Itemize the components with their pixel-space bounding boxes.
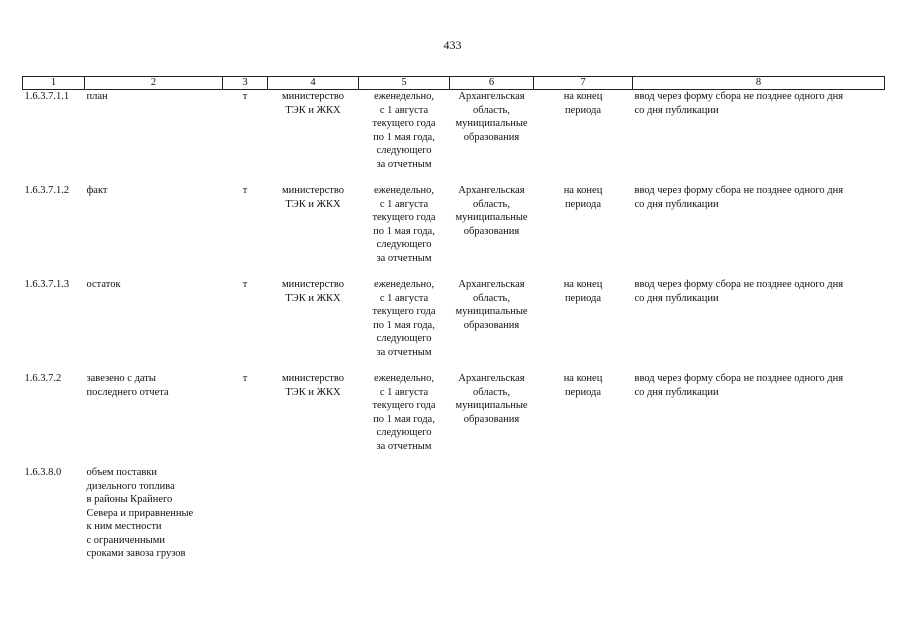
column-number-row: [23, 77, 885, 90]
reporting-period: на конец периода: [563, 279, 603, 304]
indicator-code: 1.6.3.7.1.3: [24, 279, 70, 290]
column-header-8: 8: [633, 77, 885, 90]
periodicity: еженедельно, с 1 августа текущего года по 1 мая года, следующего за отчетным: [372, 185, 436, 264]
table-header: [23, 77, 885, 90]
table-row: [23, 90, 885, 172]
indicator-code: 1.6.3.7.1.1: [24, 91, 70, 102]
periodicity: еженедельно, с 1 августа текущего года по 1 мая года, следующего за отчетным: [372, 279, 436, 358]
row-spacer: [23, 265, 885, 278]
territory: Архангельская область, муниципальные образования: [455, 185, 528, 237]
collection-method: ввод через форму сбора не позднее одного дня со дня публикации: [634, 185, 844, 210]
column-header-5: 5: [359, 77, 450, 90]
responsible-body: министерство ТЭК и ЖКХ: [281, 91, 345, 116]
row-spacer: [23, 171, 885, 184]
column-header-6: 6: [450, 77, 534, 90]
column-header-1: 1: [23, 77, 85, 90]
responsible-body: [268, 466, 359, 561]
indicator-code: 1.6.3.8.0: [24, 467, 62, 478]
territory: Архангельская область, муниципальные образования: [455, 279, 528, 331]
territory: Архангельская область, муниципальные образования: [455, 91, 528, 143]
periodicity: еженедельно, с 1 августа текущего года по 1 мая года, следующего за отчетным: [372, 91, 436, 170]
reporting-period: [534, 466, 633, 561]
indicator-code: 1.6.3.7.2: [24, 373, 62, 384]
unit-of-measure: т: [242, 279, 248, 290]
page-number: 433: [443, 38, 462, 52]
unit-of-measure: [223, 466, 268, 561]
territory: [450, 466, 534, 561]
table-row: [23, 278, 885, 359]
indicator-name: план: [86, 91, 108, 102]
table-row: [23, 184, 885, 265]
indicator-code: 1.6.3.7.1.2: [24, 185, 70, 196]
table-row: [23, 466, 885, 561]
periodicity: [359, 466, 450, 561]
unit-of-measure: т: [242, 185, 248, 196]
column-header-2: 2: [85, 77, 223, 90]
indicators-table: [22, 76, 885, 561]
table-row: [23, 372, 885, 453]
row-spacer: [23, 359, 885, 372]
collection-method: ввод через форму сбора не позднее одного дня со дня публикации: [634, 91, 844, 116]
indicator-name: остаток: [86, 279, 121, 290]
column-header-4: 4: [268, 77, 359, 90]
unit-of-measure: т: [242, 91, 248, 102]
table-body: [23, 90, 885, 561]
collection-method: [633, 466, 885, 561]
column-header-3: 3: [223, 77, 268, 90]
reporting-period: на конец периода: [563, 373, 603, 398]
unit-of-measure: т: [242, 373, 248, 384]
territory: Архангельская область, муниципальные образования: [455, 373, 528, 425]
responsible-body: министерство ТЭК и ЖКХ: [281, 185, 345, 210]
reporting-period: на конец периода: [563, 185, 603, 210]
indicator-name: объем поставки дизельного топлива в районы Крайнего Севера и приравненные к ним местности с ограниченными сроками завоза грузов: [86, 467, 194, 559]
collection-method: ввод через форму сбора не позднее одного дня со дня публикации: [634, 373, 844, 398]
responsible-body: министерство ТЭК и ЖКХ: [281, 279, 345, 304]
indicator-name: факт: [86, 185, 108, 196]
periodicity: еженедельно, с 1 августа текущего года по 1 мая года, следующего за отчетным: [372, 373, 436, 452]
indicator-name: завезено с даты последнего отчета: [86, 373, 169, 398]
reporting-period: на конец периода: [563, 91, 603, 116]
column-header-7: 7: [534, 77, 633, 90]
responsible-body: министерство ТЭК и ЖКХ: [281, 373, 345, 398]
row-spacer: [23, 453, 885, 466]
collection-method: ввод через форму сбора не позднее одного дня со дня публикации: [634, 279, 844, 304]
